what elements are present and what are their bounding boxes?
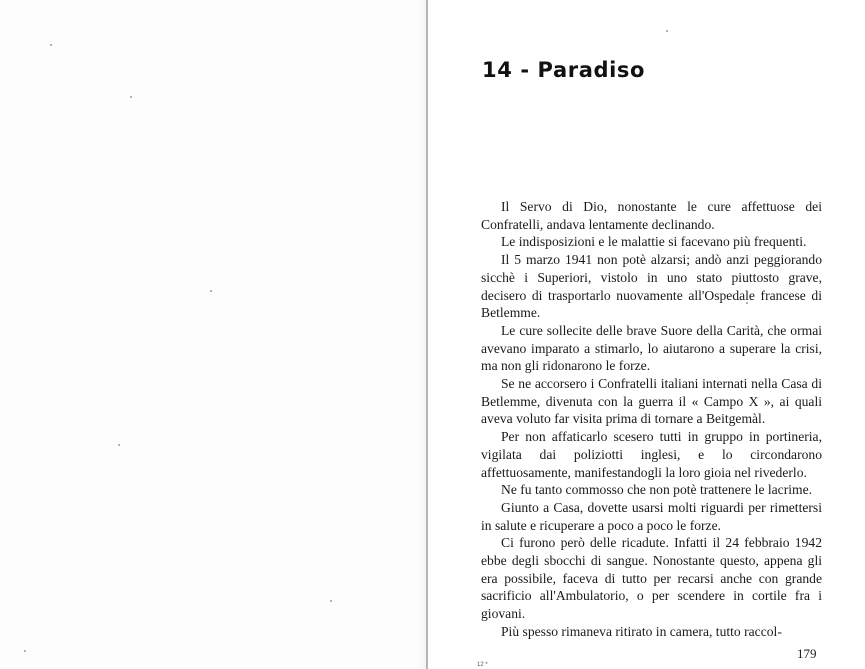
paragraph: Le indisposizioni e le malattie si facevano più frequenti.	[501, 234, 807, 250]
body-text	[481, 198, 822, 641]
paragraph: Se ne accorsero i Confratelli italiani internati nella Casa di Betlemme, divenuta con la guerra il « Campo X », ai quali aveva voluto far visita prima di tornare a Beitgemàl.	[481, 376, 822, 427]
paragraph: Ci furono però delle ricadute. Infatti il 24 febbraio 1942 ebbe degli sbocchi di sangue. Nonostante questo, appena gli era possibile, faceva di tutto per recarsi anche con grande sacrificio all'Ambulatorio, o per scendere in cortile fra i giovani.	[481, 535, 822, 622]
paragraph: Per non affaticarlo scesero tutti in gruppo in portineria, vigilata dai poliziotti inglesi, e lo circondarono affettuosamente, manifestandogli la loro gioia nel rivederlo.	[481, 429, 822, 480]
paper-speck	[24, 650, 26, 652]
page-number: 179	[797, 646, 817, 661]
left-page-blank	[0, 0, 428, 669]
paper-speck	[118, 444, 120, 446]
chapter-title: 14 - Paradiso	[482, 58, 646, 82]
paper-speck	[210, 290, 212, 292]
paragraph: Le cure sollecite delle brave Suore della Carità, che ormai avevano imparato a stimarlo, lo aiutarono a superare la crisi, ma non gli ridonarono le forze.	[481, 322, 822, 374]
paragraph: Più spesso rimaneva ritirato in camera, tutto raccol-	[501, 623, 782, 639]
paragraph: Il 5 marzo 1941 non potè alzarsi; andò anzi peggiorando sicchè i Superiori, vistolo in uno stato piuttosto grave, decisero di trasportarlo nuovamente all'Ospedale francese di Betlemme.	[481, 252, 822, 321]
paper-speck	[330, 600, 332, 602]
paragraph: Giunto a Casa, dovette usarsi molti riguardi per rimettersi in salute e ricuperare a poco a poco le forze.	[481, 499, 822, 533]
paragraph: Ne fu tanto commosso che non potè trattenere le lacrime.	[501, 482, 813, 498]
paper-speck	[130, 96, 132, 98]
signature-mark: 12 *	[477, 662, 488, 668]
paper-speck	[666, 30, 668, 32]
paragraph: Il Servo di Dio, nonostante le cure affettuose dei Confratelli, andava lentamente declinando.	[481, 199, 822, 232]
paper-speck	[50, 44, 52, 46]
